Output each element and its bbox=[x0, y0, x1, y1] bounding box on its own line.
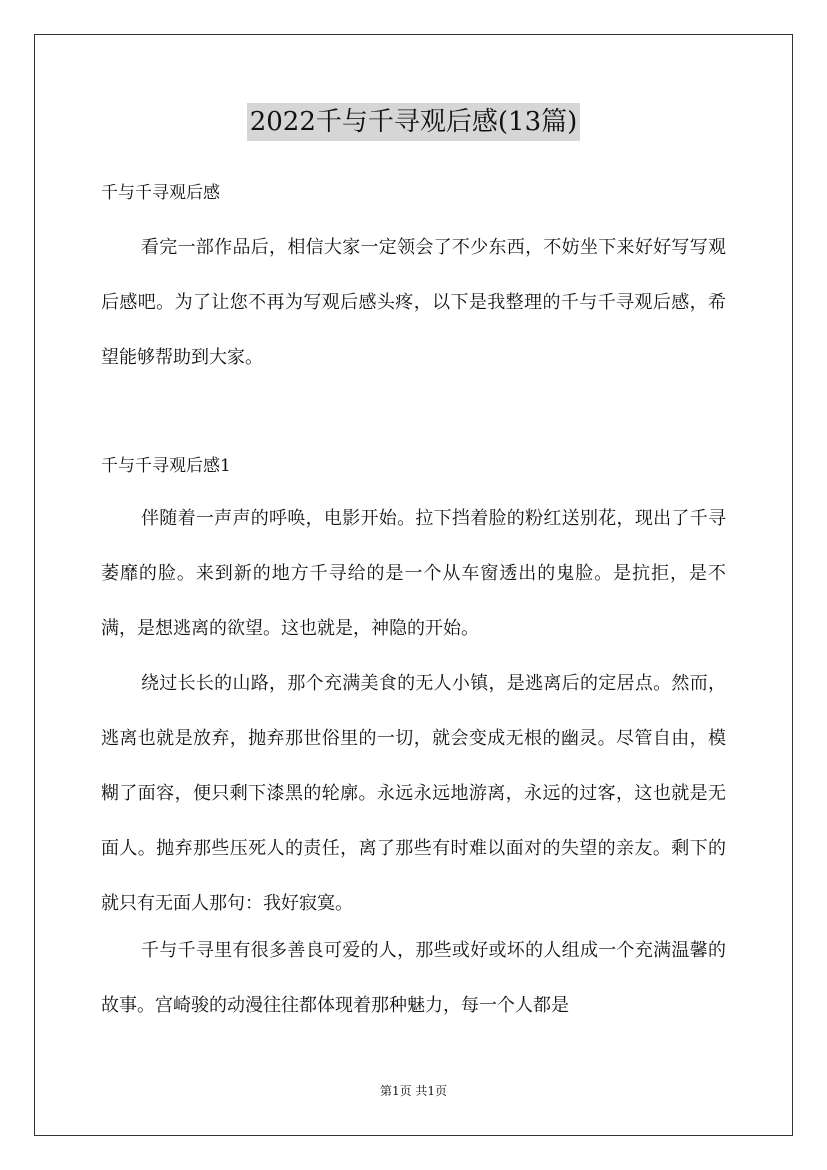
body-paragraph: 伴随着一声声的呼唤，电影开始。拉下挡着脸的粉红送别花，现出了千寻萎靡的脸。来到新的地方千寻给的是一个从车窗透出的鬼脸。是抗拒，是不满，是想逃离的欲望。这也就是，神隐的开始。 bbox=[101, 508, 726, 639]
body-paragraph: 千与千寻里有很多善良可爱的人，那些或好或坏的人组成一个充满温馨的故事。宫崎骏的动漫往往都体现着那种魅力，每一个人都是 bbox=[101, 940, 726, 1016]
body-paragraph: 绕过长长的山路，那个充满美食的无人小镇，是逃离后的定居点。然而，逃离也就是放弃，抛弃那世俗里的一切，就会变成无根的幽灵。尽管自由，模糊了面容，便只剩下漆黑的轮廓。永远永远地游离，永远的过客，这也就是无面人。抛弃那些压死人的责任，离了那些有时难以面对的失望的亲友。剩下的就只有无面人那句：我好寂寞。 bbox=[101, 673, 726, 914]
section-heading: 千与千寻观后感1 bbox=[101, 456, 231, 476]
document-title: 2022千与千寻观后感(13篇) bbox=[247, 103, 581, 141]
intro-heading: 千与千寻观后感 bbox=[101, 183, 220, 203]
page-footer: 第1页 共1页 bbox=[379, 1084, 448, 1098]
intro-paragraph: 看完一部作品后，相信大家一定领会了不少东西，不妨坐下来好好写写观后感吧。为了让您不再为写观后感头疼，以下是我整理的千与千寻观后感，希望能够帮助到大家。 bbox=[101, 237, 726, 368]
title-container bbox=[0, 103, 827, 141]
